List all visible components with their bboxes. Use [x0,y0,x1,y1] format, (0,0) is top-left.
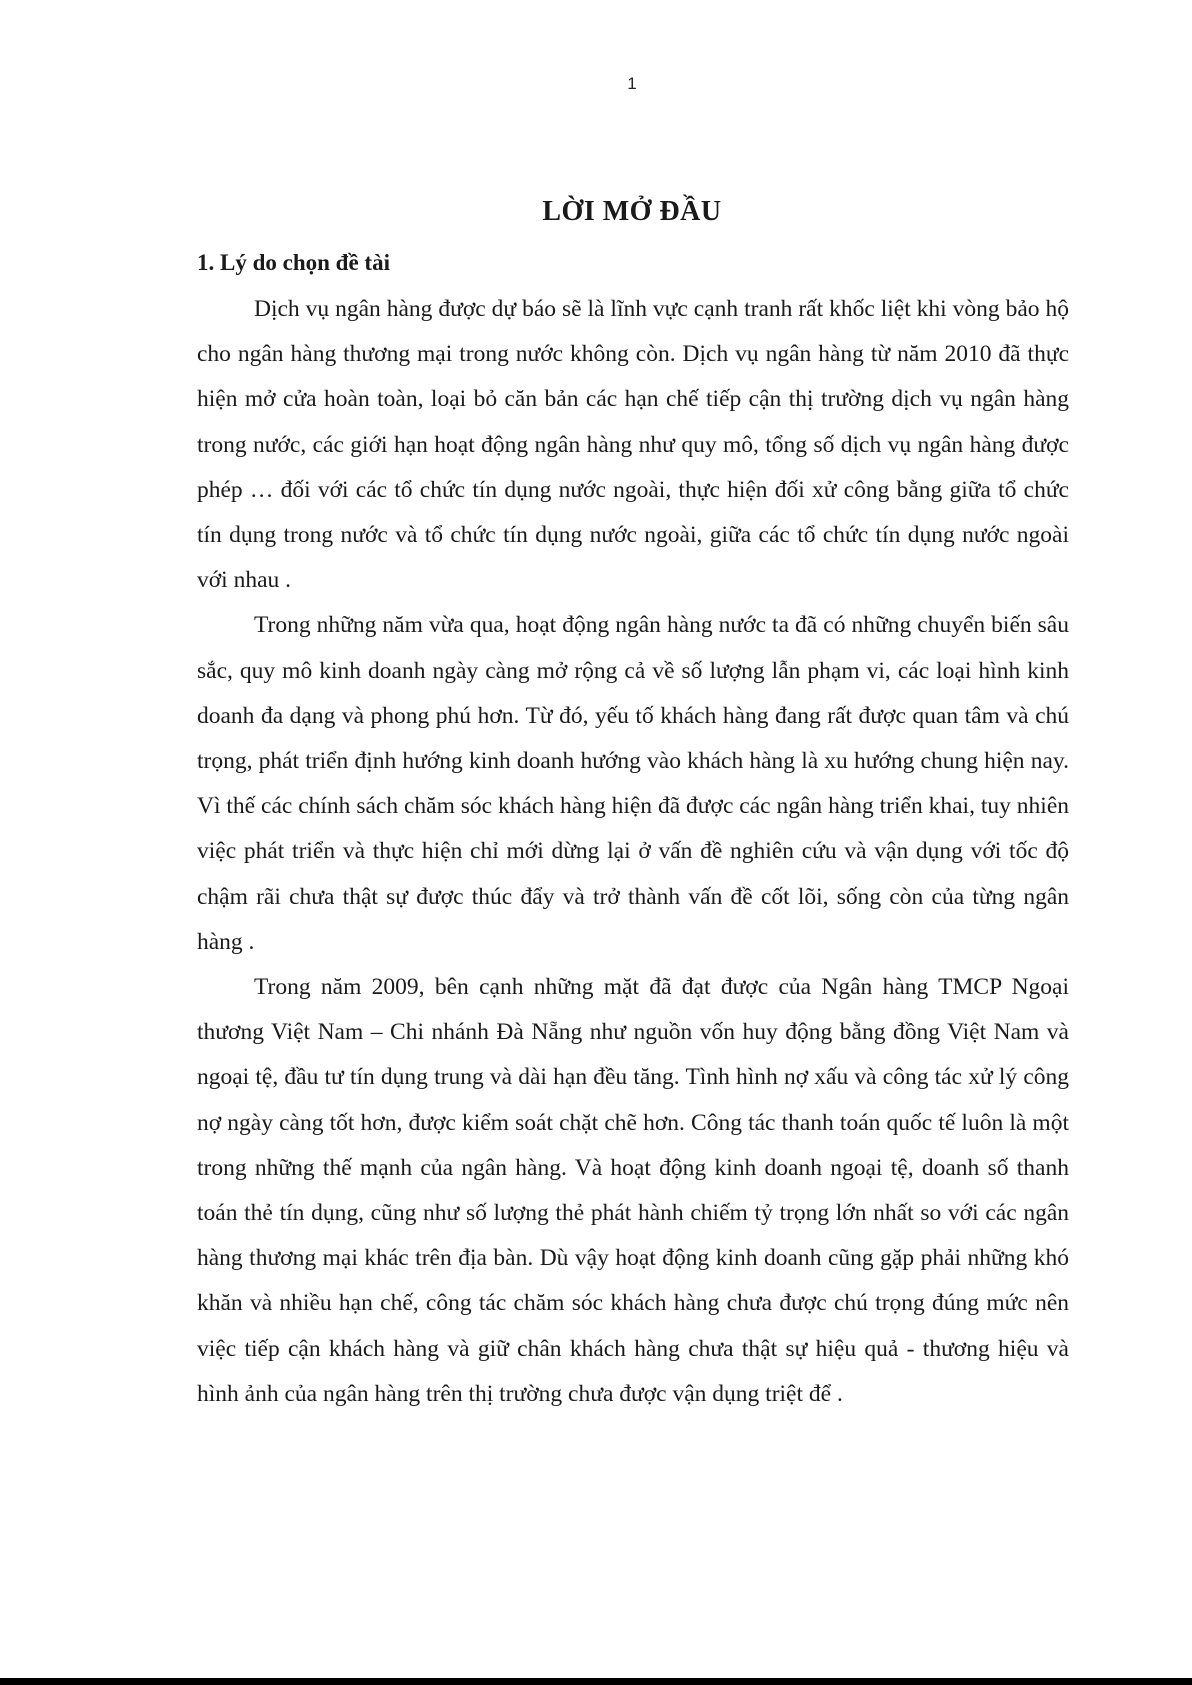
paragraph: Trong những năm vừa qua, hoạt động ngân hàng nước ta đã có những chuyển biến sâu sắc, quy mô kinh doanh ngày càng mở rộng cả về số lượng lẫn phạm vi, các loại hình kinh doanh đa dạng và phong phú hơn. Từ đó, yếu tố khách hàng đang rất được quan tâm và chú trọng, phát triển định hướng kinh doanh hướng vào khách hàng là xu hướng chung hiện nay. Vì thế các chính sách chăm sóc khách hàng hiện đã được các ngân hàng triển khai, tuy nhiên việc phát triển và thực hiện chỉ mới dừng lại ở vấn đề nghiên cứu và vận dụng với tốc độ chậm rãi chưa thật sự được thúc đẩy và trở thành vấn đề cốt lõi, sống còn của từng ngân hàng . [197,612,1069,955]
paragraph: Dịch vụ ngân hàng được dự báo sẽ là lĩnh vực cạnh tranh rất khốc liệt khi vòng bảo hộ cho ngân hàng thương mại trong nước không còn. Dịch vụ ngân hàng từ năm 2010 đã thực hiện mở cửa hoàn toàn, loại bỏ căn bản các hạn chế tiếp cận thị trường dịch vụ ngân hàng trong nước, các giới hạn hoạt động ngân hàng như quy mô, tổng số dịch vụ ngân hàng được phép … đối với các tổ chức tín dụng nước ngoài, thực hiện đối xử công bằng giữa tổ chức tín dụng trong nước và tổ chức tín dụng nước ngoài, giữa các tổ chức tín dụng nước ngoài với nhau . [197,296,1069,594]
page-number: 1 [627,74,637,93]
bottom-border [0,1678,1192,1685]
paragraph: Trong năm 2009, bên cạnh những mặt đã đạt được của Ngân hàng TMCP Ngoại thương Việt Nam – Chi nhánh Đà Nẵng như nguồn vốn huy động bằng đồng Việt Nam và ngoại tệ, đầu tư tín dụng trung và dài hạn đều tăng. Tình hình nợ xấu và công tác xử lý công nợ ngày càng tốt hơn, được kiểm soát chặt chẽ hơn. Công tác thanh toán quốc tế luôn là một trong những thế mạnh của ngân hàng. Và hoạt động kinh doanh ngoại tệ, doanh số thanh toán thẻ tín dụng, cũng như số lượng thẻ phát hành chiếm tỷ trọng lớn nhất so với các ngân hàng thương mại khác trên địa bàn. Dù vậy hoạt động kinh doanh cũng gặp phải những khó khăn và nhiều hạn chế, công tác chăm sóc khách hàng chưa được chú trọng đúng mức nên việc tiếp cận khách hàng và giữ chân khách hàng chưa thật sự hiệu quả - thương hiệu và hình ảnh của ngân hàng trên thị trường chưa được vận dụng triệt để . [197,974,1069,1407]
section-heading: 1. Lý do chọn đề tài [197,250,390,275]
document-title: LỜI MỞ ĐẦU [542,196,722,227]
body-text [197,287,1069,1417]
